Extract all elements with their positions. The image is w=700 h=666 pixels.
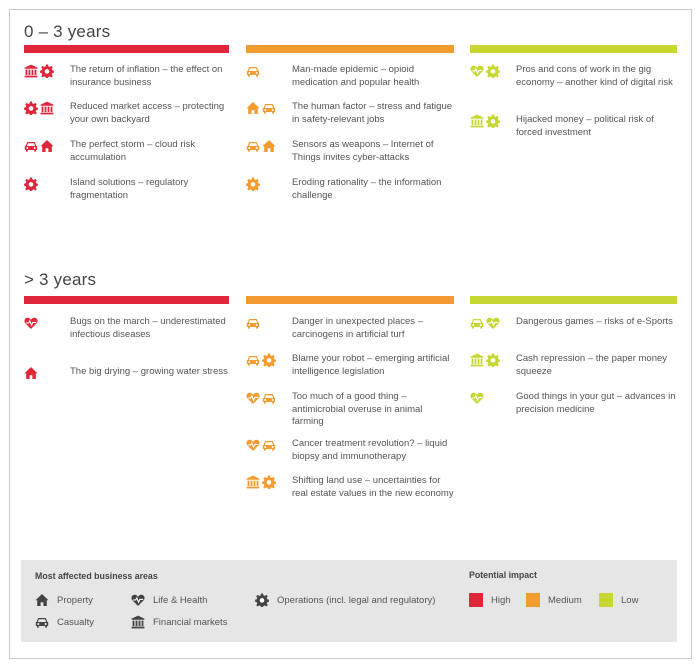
risk-item-text: Good things in your gut – advances in precision medicine — [516, 391, 676, 415]
legend-label-medium: Medium — [548, 594, 582, 606]
life-health-icon — [470, 391, 484, 405]
risk-item-text: Bugs on the march – underestimated infectious diseases — [70, 316, 226, 340]
risk-item-text: The perfect storm – cloud risk accumulation — [70, 139, 196, 163]
casualty-icon — [262, 101, 276, 115]
risk-item — [470, 391, 677, 416]
section-title-short-term: 0 – 3 years — [24, 22, 111, 41]
risk-item-icons — [246, 475, 292, 489]
casualty-icon — [246, 139, 260, 153]
casualty-icon — [246, 64, 260, 78]
risk-item-icons — [470, 353, 516, 367]
legend-label-financial-markets: Financial markets — [153, 616, 228, 628]
legend-label-low: Low — [621, 594, 639, 606]
risk-item-icons — [246, 177, 292, 191]
risk-item — [246, 438, 454, 463]
legend — [21, 560, 677, 642]
risk-item-text: Reduced market access – protecting your own backyard — [70, 101, 225, 125]
risk-item — [24, 177, 229, 202]
risk-item-text: Pros and cons of work in the gig economy – another kind of digital risk — [516, 64, 673, 88]
risk-item-text: Shifting land use – uncertainties for real estate values in the new economy — [292, 475, 454, 499]
risk-item — [470, 64, 677, 89]
legend-item-financial-markets — [131, 615, 227, 629]
legend-label-life-health: Life & Health — [153, 594, 208, 606]
operations-icon — [486, 114, 500, 128]
impact-bar-low — [470, 296, 677, 304]
legend-item-operations — [255, 593, 435, 607]
risk-item — [246, 177, 454, 202]
risk-item-text: The return of inflation – the effect on insurance business — [70, 64, 223, 88]
impact-bar-medium — [246, 45, 454, 53]
property-icon — [35, 593, 49, 607]
risk-item-text: Island solutions – regulatory fragmentation — [70, 177, 189, 201]
risk-item — [246, 353, 454, 378]
financial-markets-icon — [470, 353, 484, 367]
risk-item — [246, 101, 454, 126]
legend-impact-title: Potential impact — [469, 570, 537, 580]
operations-icon — [262, 475, 276, 489]
swatch-high — [469, 593, 483, 607]
risk-item — [24, 316, 229, 341]
casualty-icon — [262, 391, 276, 405]
financial-markets-icon — [246, 475, 260, 489]
casualty-icon — [470, 316, 484, 330]
risk-item-icons — [470, 316, 516, 330]
casualty-icon — [35, 615, 49, 629]
property-icon — [24, 366, 38, 380]
risk-item-icons — [246, 101, 292, 115]
risk-item-icons — [24, 101, 70, 115]
risk-item-icons — [246, 316, 292, 330]
legend-label-operations: Operations (incl. legal and regulatory) — [277, 594, 436, 606]
risk-item-text: The big drying – growing water stress — [70, 366, 228, 377]
risk-item-icons — [24, 139, 70, 153]
risk-item-text: Dangerous games – risks of e-Sports — [516, 316, 673, 327]
risk-item-text: Sensors as weapons – Internet of Things invites cyber-attacks — [292, 139, 434, 163]
risk-item — [24, 366, 229, 380]
impact-bar-high — [24, 45, 229, 53]
operations-icon — [262, 353, 276, 367]
risk-item-icons — [24, 64, 70, 78]
risk-item — [246, 139, 454, 164]
risk-item — [246, 64, 454, 89]
operations-icon — [486, 64, 500, 78]
legend-label-high: High — [491, 594, 511, 606]
risk-item — [24, 64, 229, 89]
property-icon — [262, 139, 276, 153]
financial-markets-icon — [40, 101, 54, 115]
risk-item-icons — [246, 64, 292, 78]
life-health-icon — [131, 593, 145, 607]
legend-item-life-health — [131, 593, 207, 607]
legend-impact-medium — [526, 593, 582, 607]
swatch-medium — [526, 593, 540, 607]
legend-impact-high — [469, 593, 511, 607]
risk-item-text: Cancer treatment revolution? – liquid biopsy and immunotherapy — [292, 438, 448, 462]
casualty-icon — [24, 139, 38, 153]
legend-item-property — [35, 593, 93, 607]
property-icon — [246, 101, 260, 115]
risk-item-text: Blame your robot – emerging artificial intelligence legislation — [292, 353, 450, 377]
risk-item — [246, 316, 454, 341]
impact-bar-high — [24, 296, 229, 304]
risk-item — [24, 101, 229, 126]
operations-icon — [24, 101, 38, 115]
casualty-icon — [262, 438, 276, 452]
risk-item-icons — [246, 139, 292, 153]
risk-item — [246, 475, 454, 500]
operations-icon — [40, 64, 54, 78]
risk-item-icons — [24, 316, 70, 330]
risk-item-icons — [246, 391, 292, 405]
risk-item — [24, 139, 229, 164]
risk-item-text: Too much of a good thing – antimicrobial overuse in animal farming — [292, 391, 423, 427]
legend-item-casualty — [35, 615, 94, 629]
property-icon — [40, 139, 54, 153]
operations-icon — [255, 593, 269, 607]
legend-areas-title: Most affected business areas — [35, 571, 158, 581]
risk-item — [246, 391, 454, 429]
risk-item-text: Cash repression – the paper money squeeze — [516, 353, 668, 377]
risk-item — [470, 316, 677, 330]
risk-item-text: Eroding rationality – the information challenge — [292, 177, 442, 201]
swatch-low — [599, 593, 613, 607]
impact-bar-medium — [246, 296, 454, 304]
operations-icon — [246, 177, 260, 191]
casualty-icon — [246, 316, 260, 330]
risk-item-icons — [470, 64, 516, 78]
legend-label-property: Property — [57, 594, 93, 606]
risk-item-text: Man-made epidemic – opioid medication and popular health — [292, 64, 420, 88]
life-health-icon — [486, 316, 500, 330]
life-health-icon — [246, 438, 260, 452]
life-health-icon — [470, 64, 484, 78]
financial-markets-icon — [131, 615, 145, 629]
risk-item-text: The human factor – stress and fatigue in safety-relevant jobs — [292, 101, 453, 125]
legend-impact-low — [599, 593, 638, 607]
risk-item — [470, 114, 677, 139]
section-title-long-term: > 3 years — [24, 270, 97, 289]
operations-icon — [486, 353, 500, 367]
risk-item-icons — [470, 114, 516, 128]
impact-bar-low — [470, 45, 677, 53]
risk-item-text: Danger in unexpected places – carcinogens in artificial turf — [292, 316, 423, 340]
life-health-icon — [246, 391, 260, 405]
financial-markets-icon — [24, 64, 38, 78]
casualty-icon — [246, 353, 260, 367]
life-health-icon — [24, 316, 38, 330]
risk-item — [470, 353, 677, 378]
risk-item-icons — [24, 177, 70, 191]
risk-item-icons — [470, 391, 516, 405]
risk-item-icons — [246, 353, 292, 367]
financial-markets-icon — [470, 114, 484, 128]
risk-item-icons — [24, 366, 70, 380]
legend-label-casualty: Casualty — [57, 616, 94, 628]
risk-item-text: Hijacked money – political risk of forced investment — [516, 114, 654, 138]
risk-item-icons — [246, 438, 292, 452]
operations-icon — [24, 177, 38, 191]
